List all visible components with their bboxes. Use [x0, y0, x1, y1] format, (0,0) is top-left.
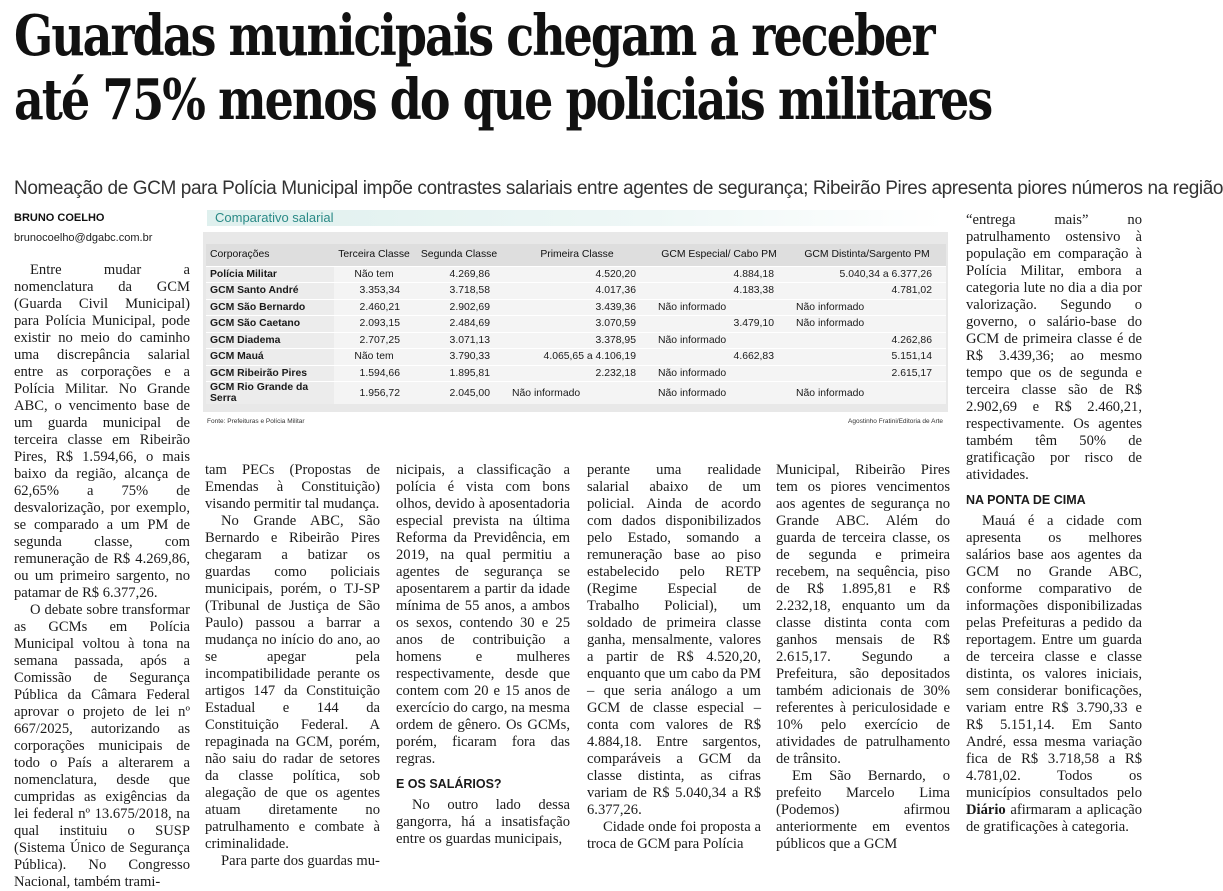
paragraph: Entre mudar a nomenclatura da GCM (Guarda Civil Municipal) para Polícia Municipal, pode existir no meio do caminho uma discrepância salarial entre as corporações e a Polícia Militar. No Grande ABC, o vencimento base de um guarda municipal de terceira classe em Ribeirão Pires, R$ 1.594,66, o mais baixo da região, alcança de 62,65% a 75% de desvalorização, por exemplo, se comparado a um PM de segunda classe, com remuneração de R$ 4.269,86, ou um primeiro sargento, no patamar de R$ 6.377,26. [14, 262, 190, 601]
table-row [206, 332, 946, 349]
table-cell: 4.262,86 [788, 332, 946, 349]
table-row [206, 299, 946, 316]
paragraph: tam PECs (Propostas de Emendas à Constituição) visando permitir tal mudança. [205, 462, 380, 512]
table-cell: 3.479,10 [650, 316, 788, 333]
author-email: brunocoelho@dgabc.com.br [14, 232, 153, 244]
newspaper-name: Diário [966, 802, 1006, 818]
table-cell: 4.269,86 [414, 266, 504, 283]
paragraph: No outro lado dessa gangorra, há a insatisfação entre os guardas municipais, [396, 797, 570, 847]
article-column-2 [205, 462, 380, 870]
table-cell: 2.707,25 [334, 332, 414, 349]
table-cell: 4.017,36 [504, 283, 650, 300]
table-cell: 2.045,00 [414, 382, 504, 405]
table-cell: 3.439,36 [504, 299, 650, 316]
table-cell: Não informado [504, 382, 650, 405]
table-header-cell: Segunda Classe [414, 244, 504, 266]
table-cell: 4.183,38 [650, 283, 788, 300]
table-cell: 3.071,13 [414, 332, 504, 349]
chart-source: Fonte: Prefeituras e Polícia Militar [207, 418, 305, 425]
table-row-label: GCM Ribeirão Pires [206, 365, 334, 382]
table-cell: 4.520,20 [504, 266, 650, 283]
subheadline: Nomeação de GCM para Polícia Municipal impõe contrastes salariais entre agentes de segurança; Ribeirão Pires apresenta piores números na região [14, 178, 1223, 199]
headline [14, 4, 1154, 132]
article-column-5 [776, 462, 950, 853]
byline: BRUNO COELHO [14, 212, 105, 224]
table-cell: 3.718,58 [414, 283, 504, 300]
table-cell: 2.232,18 [504, 365, 650, 382]
table-cell: 2.460,21 [334, 299, 414, 316]
table-row [206, 283, 946, 300]
table-row-label: GCM Diadema [206, 332, 334, 349]
table-row-label: GCM Mauá [206, 349, 334, 366]
table-row [206, 349, 946, 366]
table-cell: 5.040,34 a 6.377,26 [788, 266, 946, 283]
text-run: afirmaram a aplicação de gratificações à categoria. [966, 802, 1142, 835]
table-cell: 1.956,72 [334, 382, 414, 405]
table-row [206, 316, 946, 333]
table-cell: 2.484,69 [414, 316, 504, 333]
paragraph: nicipais, a classificação a polícia é vista com bons olhos, devido à aposentadoria especial prevista na última Reforma da Previdência, em 2019, na qual permitiu a agentes de segurança se aposentarem a partir da idade mínima de 55 anos, a ambos os sexos, contendo 30 e 25 anos de contribuição a homens e mulheres respectivamente, desde que contem com 20 e 15 anos de exercício do cargo, na mesma ordem de gênero. Os GCMs, porém, ficaram fora das regras. [396, 462, 570, 767]
paragraph: O debate sobre transformar as GCMs em Polícia Municipal voltou à tona na semana passada, após a Comissão de Segurança Pública da Câmara Federal aprovar o projeto de lei nº 667/2025, autorizando as corporações municipais de todo o País a alterarem a nomenclatura, desde que cumpridas as exigências da lei federal nº 13.675/2018, na qual instituiu o SUSP (Sistema Único de Segurança Pública). No Congresso Nacional, também trami- [14, 602, 190, 890]
paragraph: Cidade onde foi proposta a troca de GCM para Polícia [587, 819, 761, 852]
section-heading: E OS SALÁRIOS? [396, 777, 502, 791]
table-cell: Não informado [788, 382, 946, 405]
table-cell: 3.790,33 [414, 349, 504, 366]
paragraph: perante uma realidade salarial abaixo de um policial. Ainda de acordo com dados disponibilizados pelo Estado, somando a remuneração base ao piso estabelecido pelo RETP (Regime Especial de Trabalho Policial), um soldado de primeira classe ganha, mensalmente, valores a partir de R$ 4.520,20, enquanto que um cabo da PM – que seria análogo a um GCM de classe especial – conta com valores de R$ 4.884,18. Entre sargentos, comparáveis a GCM da classe distinta, as cifras variam de R$ 5.040,34 a R$ 6.377,26. [587, 462, 761, 818]
headline-line-2: até 75% menos do que policiais militares [14, 67, 992, 133]
table-cell: 2.902,69 [414, 299, 504, 316]
table-header-cell: GCM Distinta/Sargento PM [788, 244, 946, 266]
table-header-cell: Primeira Classe [504, 244, 650, 266]
table-row-label: GCM Rio Grande da Serra [206, 382, 334, 405]
text-run: Mauá é a cidade com apresenta os melhores salários base aos agentes da GCM no Grande ABC, conforme comparativo de informações disponibilizadas pelas Prefeituras a pedido da reportagem. Entre um guarda de terceira classe e classe distinta, os valores iniciais, sem considerar bonificações, variam entre R$ 3.790,33 e R$ 5.151,14. Em Santo André, essa mesma variação fica de R$ 3.718,58 a R$ 4.781,02. Todos os municípios consultados pelo [966, 513, 1142, 801]
table-cell: 1.594,66 [334, 365, 414, 382]
table-cell: Não informado [788, 316, 946, 333]
paragraph: “entrega mais” no patrulhamento ostensivo à população em comparação à Polícia Militar, embora a categoria lute no dia a dia por valorização. Segundo o governo, o salário-base do GCM de primeira classe é de R$ 3.439,36; ao mesmo tempo que os de segunda e terceira classe são de R$ 2.902,69 e R$ 2.460,21, respectivamente. Os agentes também têm 50% de gratificação por risco de atividades. [966, 212, 1142, 483]
chart-title: Comparativo salarial [207, 210, 945, 226]
paragraph: No Grande ABC, São Bernardo e Ribeirão Pires chegaram a batizar os guardas como policiais municipais, porém, o TJ-SP (Tribunal de Justiça de São Paulo) passou a barrar a mudança no início do ano, ao se apegar pela incompatibilidade perante os artigos 147 da Constituição Estadual e 144 da Constituição Federal. A repaginada na GCM, porém, não saiu do radar de setores da classe política, sob alegação de que os agentes atuam diretamente no patrulhamento e combate à criminalidade. [205, 513, 380, 852]
table-row-label: GCM São Bernardo [206, 299, 334, 316]
table-row [206, 266, 946, 283]
table-header-cell: Corporações [206, 244, 334, 266]
table-cell: 2.615,17 [788, 365, 946, 382]
paragraph [966, 513, 1142, 836]
table-cell: 1.895,81 [414, 365, 504, 382]
paragraph: Para parte dos guardas mu- [221, 853, 380, 869]
chart-credit: Agostinho Fratini/Editoria de Arte [848, 418, 944, 425]
table-row [206, 365, 946, 382]
table-cell: 4.662,83 [650, 349, 788, 366]
table-cell: Não informado [650, 382, 788, 405]
salary-table [206, 244, 946, 404]
table-row-label: GCM São Caetano [206, 316, 334, 333]
paragraph: Municipal, Ribeirão Pires tem os piores vencimentos aos agentes de segurança no Grande ABC. Além do guarda de terceira classe, os de segunda e primeira recebem, na sequência, piso de R$ 1.895,81 e R$ 2.232,18, enquanto um da classe distinta conta com ganhos mensais de R$ 2.615,17. Segundo a Prefeitura, são depositados também adicionais de 30% referentes à periculosidade e 10% pelo exercício de atividades de patrulhamento de trânsito. [776, 462, 950, 767]
headline-line-1: Guardas municipais chegam a receber [14, 3, 934, 69]
table-cell: 3.378,95 [504, 332, 650, 349]
article-column-3 [396, 462, 570, 848]
table-body [206, 266, 946, 404]
article-column-6 [966, 212, 1142, 836]
table-cell: 5.151,14 [788, 349, 946, 366]
table-row-label: Polícia Militar [206, 266, 334, 283]
table-cell: Não tem [334, 349, 414, 366]
table-row-label: GCM Santo André [206, 283, 334, 300]
paragraph: Em São Bernardo, o prefeito Marcelo Lima (Podemos) afirmou anteriormente em eventos públicos que a GCM [776, 768, 950, 852]
article-column-1 [14, 262, 190, 891]
table-cell: 3.070,59 [504, 316, 650, 333]
table-cell: Não informado [650, 365, 788, 382]
table-row [206, 382, 946, 405]
table-cell: Não tem [334, 266, 414, 283]
table-header-row [206, 244, 946, 266]
table-cell: 4.781,02 [788, 283, 946, 300]
table-header-cell: Terceira Classe [334, 244, 414, 266]
table-cell: Não informado [650, 332, 788, 349]
table-cell: 4.065,65 a 4.106,19 [504, 349, 650, 366]
section-heading: NA PONTA DE CIMA [966, 493, 1086, 507]
table-cell: Não informado [788, 299, 946, 316]
table-cell: Não informado [650, 299, 788, 316]
article-column-4 [587, 462, 761, 853]
table-cell: 4.884,18 [650, 266, 788, 283]
table-cell: 3.353,34 [334, 283, 414, 300]
table-header-cell: GCM Especial/ Cabo PM [650, 244, 788, 266]
table-cell: 2.093,15 [334, 316, 414, 333]
